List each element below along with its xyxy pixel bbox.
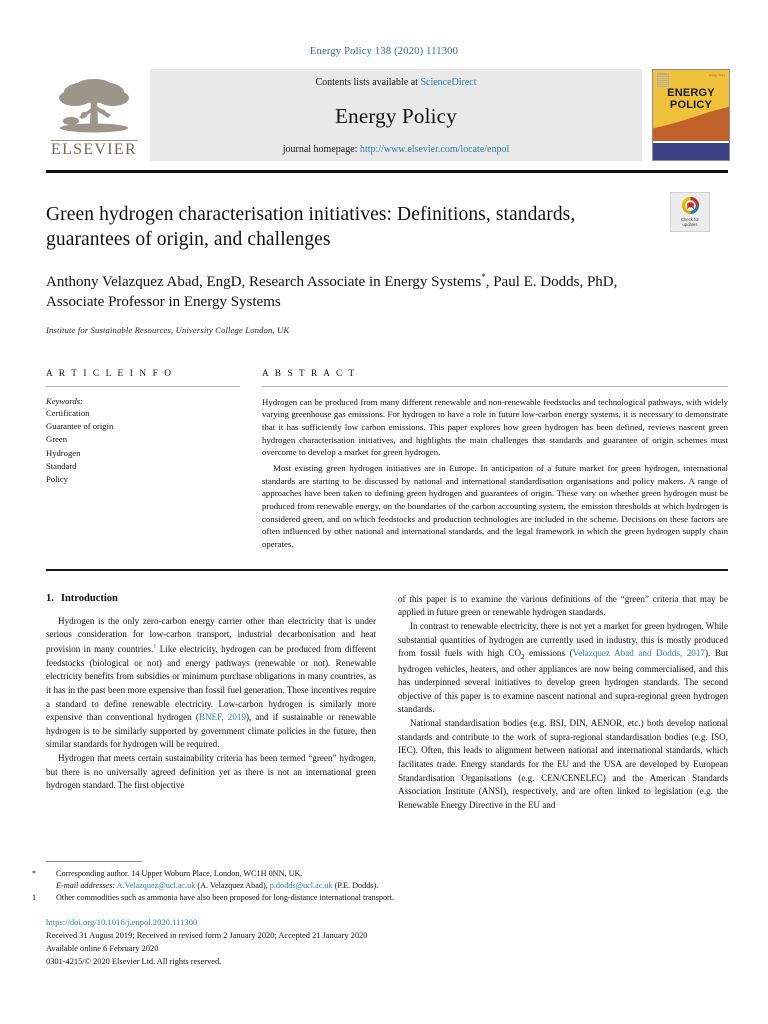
abstract-divider: [262, 386, 728, 387]
paragraph-text: In contrast to renewable electricity, there is not yet a market for green hydrogen. While substantial quantities of hydrogen are currently used in industry, this is mostly produced from fossil fuels with high CO: [398, 620, 728, 659]
publication-dates: Received 31 August 2019; Received in revised form 2 January 2020; Accepted 21 January 2020: [46, 930, 368, 940]
keywords-list: [46, 407, 240, 487]
footnote-area: [32, 861, 728, 968]
check-for-updates-icon: [681, 196, 700, 215]
masthead-center: [150, 69, 642, 161]
body-paragraph: National standardisation bodies (e.g. BSI, DIN, AENOR, etc.) both develop national standards and contribute to the work of supra-regional standardisation bodies (e.g. ISO, IEC). Often, this leads to alignment between national and international standards, which facilitates trade. Energy standards for the EU and the USA are developed by European Standardisation Organisations (e.g. CEN/CENELEC) and the American Standards Association Institute (ANSI), respectively, and are often linked to legislation (e.g. the Renewable Energy Directive in the EU and: [398, 718, 728, 810]
publication-info: [46, 916, 728, 968]
info-abstract-region: [46, 369, 728, 551]
cover-mini-caption: Energy Policy: [709, 74, 725, 77]
page-title: Green hydrogen characterisation initiatives: Definitions, standards, guarantees of origin, and challenges: [46, 204, 576, 250]
paragraph-text: Like electricity, hydrogen can be produced from different feedstocks (biological or not) and energy pathways (renewable or not). Renewable electricity benefits from subsidies or minimum purchase obligations in many countries, as it has in the past been more expensive than fossil fuel generation. These incentives require a standard to define renewable electricity. Low-carbon hydrogen is similarly more expensive than conventional hydrogen (: [46, 643, 377, 723]
list-item: Green: [46, 434, 67, 445]
email-addresses-label: E-mail addresses:: [56, 881, 116, 891]
abstract-bottom-divider: [46, 569, 728, 571]
body-paragraph: [398, 620, 728, 717]
citation-link-bnef[interactable]: BNEF, 2019: [198, 712, 246, 723]
footnote-corresponding-author: [32, 868, 728, 880]
crossmark-label: [681, 217, 699, 228]
journal-homepage-link[interactable]: http://www.elsevier.com/locate/enpol: [359, 144, 510, 155]
footnote-divider: [46, 861, 142, 862]
footnote-emails: [46, 880, 728, 892]
author-text-primary: Anthony Velazquez Abad, EngD, Research Associate in Energy Systems: [46, 273, 482, 290]
crossmark-label-line2: updates: [682, 222, 698, 228]
footnote-marker: *: [32, 868, 37, 878]
footnote-marker: 1: [32, 893, 37, 903]
body-paragraph: of this paper is to examine the various definitions of the “green” criteria that may be applied in future green or renewable hydrogen standards.: [398, 593, 728, 618]
footnote-text: Other commodities such as ammonia have also been proposed for long-distance international transport.: [56, 893, 395, 903]
email-link-dodds[interactable]: p.dodds@ucl.ac.uk: [269, 881, 333, 891]
contents-available-line: [315, 77, 476, 88]
elsevier-tree-icon: [57, 77, 131, 139]
elsevier-wordmark: ELSEVIER: [51, 141, 137, 159]
citation-link-velazquez-dodds[interactable]: Velazquez Abad and Dodds, 2017: [572, 648, 705, 659]
cover-title-line2: POLICY: [669, 98, 713, 111]
body-paragraph: Hydrogen that meets certain sustainability criteria has been termed “green” hydrogen, but there is no universally agreed definition yet as there is not an international green hydrogen standard. The first objective: [46, 753, 376, 791]
footnote-text: Corresponding author. 14 Upper Woburn Place, London, WC1H 0NN, UK.: [56, 868, 303, 878]
footnote-reference[interactable]: 1: [153, 642, 157, 650]
masthead-divider: [46, 170, 728, 173]
paragraph-text: ). But hydrogen vehicles, heaters, and other appliances are now being commercialised, and this has underpinned several initiatives to develop green hydrogen standards. The second objective of this paper is to examine nascent national and supra-regional green hydrogen standards.: [398, 648, 728, 715]
list-item: Standard: [46, 461, 77, 472]
copyright-line: 0301-4215/© 2020 Elsevier Ltd. All rights reserved.: [46, 956, 222, 966]
cover-wave-shape: [653, 106, 729, 142]
running-head: Energy Policy 138 (2020) 111300: [309, 46, 459, 57]
title-block: [46, 203, 722, 335]
doi-link[interactable]: https://doi.org/10.1016/j.enpol.2020.111300: [46, 916, 198, 927]
affiliation: Institute for Sustainable Resources, University College London, UK: [46, 324, 290, 335]
sciencedirect-link[interactable]: ScienceDirect: [420, 77, 477, 88]
article-info-heading: A R T I C L E I N F O: [46, 368, 174, 379]
elsevier-logo: [46, 69, 142, 161]
section-number: 1.: [46, 592, 54, 604]
cover-bottom-band: [653, 141, 729, 160]
abstract-column: [262, 369, 728, 551]
contents-prefix: Contents lists available at: [315, 77, 418, 88]
paragraph-text: emissions (: [524, 648, 573, 659]
body-paragraph: [46, 615, 376, 752]
body-column-left: [46, 593, 376, 813]
journal-cover-thumbnail: [652, 69, 730, 161]
abstract-paragraph: Most existing green hydrogen initiatives are in Europe. In anticipation of a future market for green hydrogen, international standards are starting to be discussed by national and international standardisation organisations and policy makers. A range of approaches have been taken to defining green hydrogen and guarantees of origin. These vary on whether green hydrogen must be produced from renewable energy, on the boundaries of the carbon accounting system, the emission thresholds at which hydrogen is considered green, and on which feedstocks and production technologies are included in the scheme. Decisions on these factors are often influenced by other national and international standards, and the legal framework in which the green hydrogen supply chain operates.: [262, 463, 728, 549]
abstract-heading: A B S T R A C T: [262, 368, 357, 379]
list-item: Hydrogen: [46, 447, 81, 458]
subscript-two: 2: [521, 653, 525, 662]
footnote-note-1: [32, 892, 728, 904]
author-list: [46, 272, 646, 313]
homepage-prefix: journal homepage:: [282, 144, 358, 155]
available-online: Available online 6 February 2020: [46, 943, 159, 953]
journal-cover-artwork: [653, 70, 729, 160]
paragraph-text: Hydrogen is the only zero-carbon energy carrier other than electricity that is under serious consideration for low-carbon transport, industrial decarbonisation and heat provision in many countries.: [46, 615, 376, 654]
article-info-divider: [46, 386, 240, 387]
email-owner-velazquez: (A. Velazquez Abad),: [197, 881, 268, 891]
body-columns: [46, 593, 728, 813]
corresponding-author-marker: *: [481, 271, 486, 282]
email-owner-dodds: (P.E. Dodds).: [334, 881, 379, 891]
cover-title-line1: ENERGY: [667, 87, 715, 99]
journal-title: Energy Policy: [335, 103, 457, 128]
list-item: Policy: [46, 474, 68, 485]
crossmark-label-line1: Check for: [681, 217, 699, 222]
cover-title: [653, 88, 729, 111]
article-info-column: [46, 369, 240, 551]
email-link-velazquez[interactable]: A.Velazquez@ucl.ac.uk: [116, 881, 196, 891]
list-item: Guarantee of origin: [46, 421, 114, 432]
paragraph-text: ), and if sustainable or renewable hydrogen is to be similarly supported by government climate policies in the future, then similar standards for hydrogen will be required.: [46, 712, 376, 750]
abstract-paragraph: Hydrogen can be produced from many different renewable and non-renewable feedstocks and technological pathways, with widely varying greenhouse gas emissions. For hydrogen to have a role in future low-carbon energy systems, it is necessary to demonstrate that it has sufficiently low carbon emissions. This paper explores how green hydrogen has been defined, reviews nascent green hydrogen characterisation initiatives, and highlights the main challenges that standards and guarantee of origin schemes must overcome to develop a market for green hydrogen.: [262, 396, 728, 458]
keywords-label: Keywords:: [46, 395, 83, 406]
journal-masthead: [46, 69, 730, 161]
journal-homepage-line: [283, 144, 510, 155]
list-item: Certification: [46, 407, 90, 418]
body-column-right: [398, 593, 728, 813]
cover-elsevier-mini-logo-icon: [657, 73, 669, 87]
author-text-secondary: , Paul E. Dodds, PhD, Associate Professor in Energy Systems: [46, 273, 618, 310]
crossmark-badge[interactable]: [670, 192, 710, 232]
section-name: Introduction: [60, 592, 118, 604]
section-heading-introduction: [46, 593, 376, 604]
